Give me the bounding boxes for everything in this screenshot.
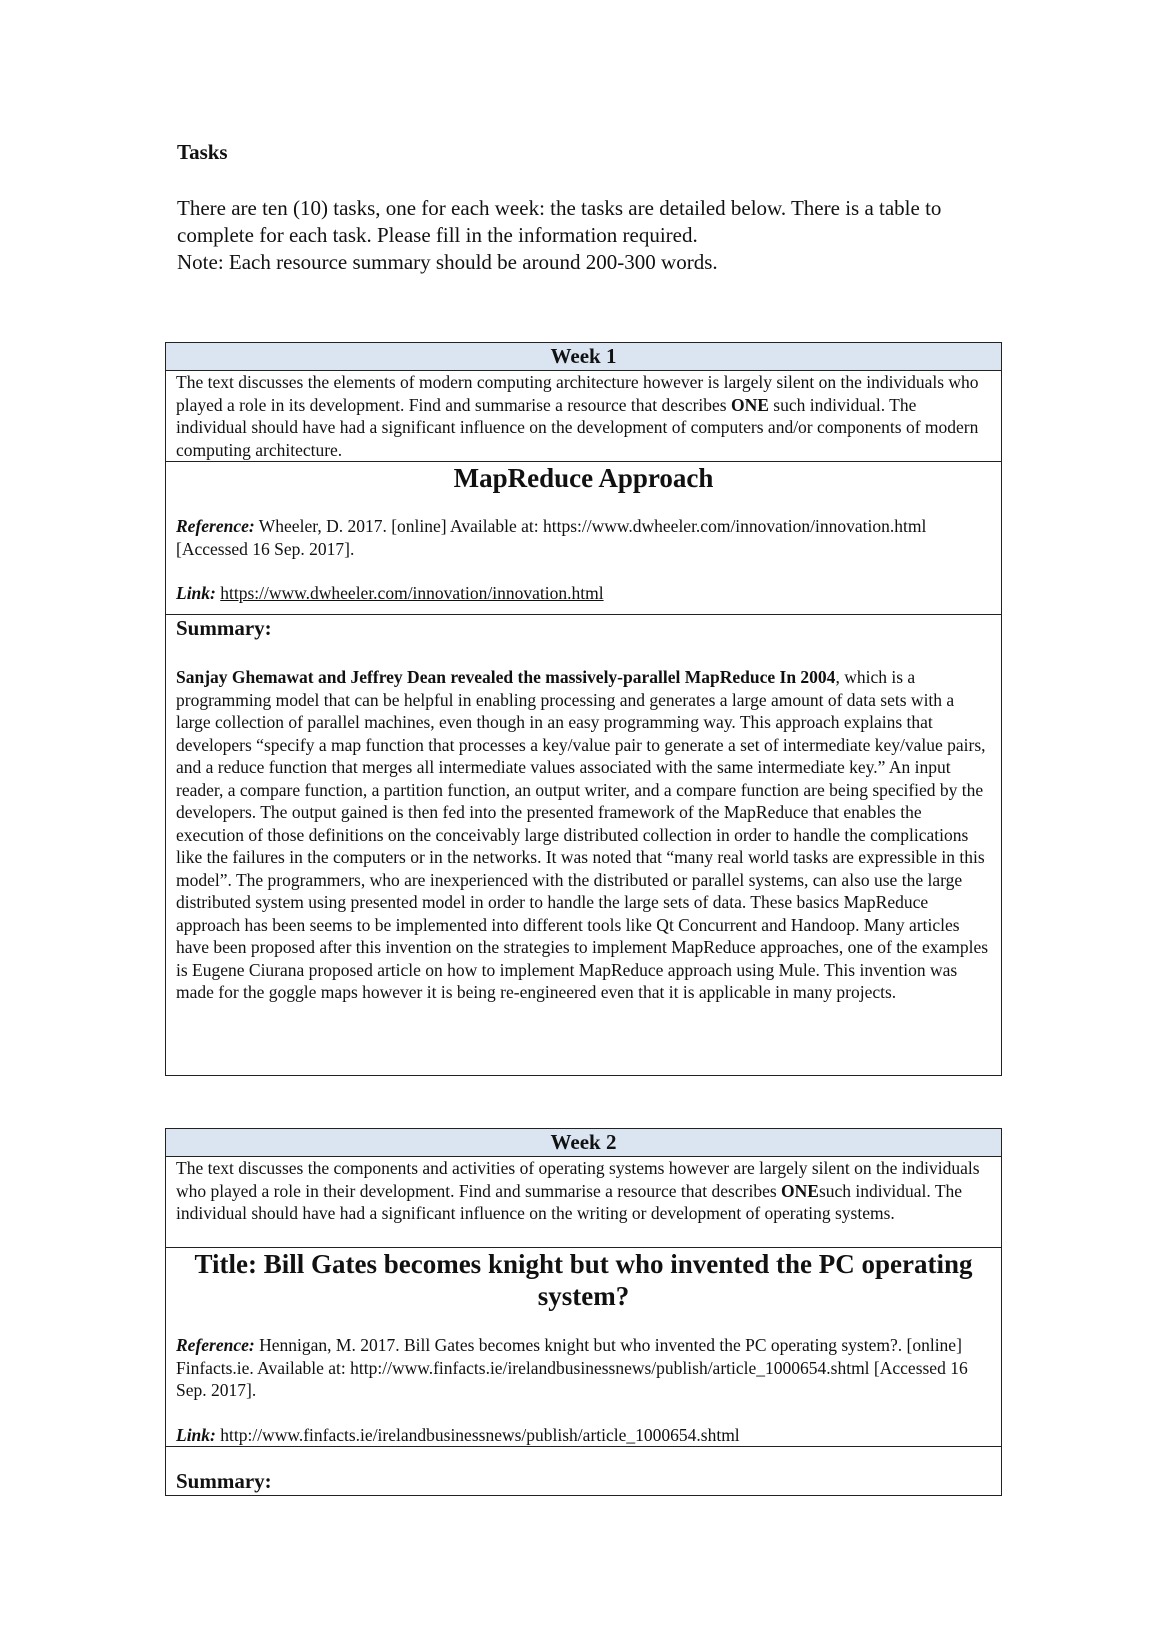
week-1-resource-title: MapReduce Approach [453, 463, 714, 493]
week-2-resource-cell [166, 1248, 1002, 1447]
week-1-header: Week 1 [166, 343, 1002, 371]
intro-line-2: Note: Each resource summary should be around 200-300 words. [177, 250, 718, 274]
week-2-summary-cell [166, 1447, 1002, 1496]
week-1-table [165, 342, 1002, 1076]
week-1-resource-link[interactable]: https://www.dwheeler.com/innovation/innovation.html [220, 583, 604, 603]
week-1-summary-cell [166, 615, 1002, 1076]
week-1-reference: Reference: Wheeler, D. 2017. [online] Available at: https://www.dwheeler.com/innovation/innovation.html [Accessed 16 Sep. 2017]. [176, 516, 927, 559]
tasks-heading: Tasks [177, 140, 228, 164]
week-1-task-description: The text discusses the elements of modern computing architecture however is largely silent on the individuals who played a role in its development. Find and summarise a resource that describes ONE such individual. The individual should have had a significant influence on the development of computers and/or components of modern computing architecture. [166, 371, 1002, 462]
week-2-summary-label: Summary: [176, 1469, 272, 1493]
week-1-summary-label: Summary: [176, 616, 272, 640]
week-1-resource-cell [166, 462, 1002, 615]
intro-line-1: There are ten (10) tasks, one for each week: the tasks are detailed below. There is a table to complete for each task. Please fill in the information required. [177, 196, 942, 247]
intro-text [177, 195, 997, 276]
week-2-header: Week 2 [166, 1129, 1002, 1157]
week-1-summary-text: Sanjay Ghemawat and Jeffrey Dean revealed the massively-parallel MapReduce In 2004, which is a programming model that can be helpful in enabling processing and generates a large amount of data sets with a large collection of parallel machines, even though in an easy programming way. This approach explains that developers “specify a map function that processes a key/value pair to generate a set of intermediate key/value pairs, and a reduce function that merges all intermediate values associated with the same intermediate key.” An input reader, a compare function, a partition function, an output writer, and a compare function are being specified by the developers. The output gained is then fed into the presented framework of the MapReduce that enables the execution of those definitions on the conceivably large distributed collection in order to handle the complications like the failures in the computers or in the networks. It was noted that “many real world tasks are expressible in this model”. The programmers, who are inexperienced with the distributed or parallel systems, can also use the large distributed system using presented model in order to handle the large sets of data. These basics MapReduce approach has been seems to be implemented into different tools like Qt Concurrent and Handoop. Many articles have been proposed after this invention on the strategies to implement MapReduce approaches, one of the examples is Eugene Ciurana proposed article on how to implement MapReduce approach using Mule. This invention was made for the goggle maps however it is being re-engineered even that it is applicable in many projects. [176, 667, 989, 1002]
week-2-resource-link[interactable]: http://www.finfacts.ie/irelandbusinessnews/publish/article_1000654.shtml [220, 1424, 740, 1445]
week-1-link-row: Link: https://www.dwheeler.com/innovation/innovation.html [176, 583, 604, 603]
week-2-reference: Reference: Hennigan, M. 2017. Bill Gates becomes knight but who invented the PC operating system?. [online] Finfacts.ie. Available at: http://www.finfacts.ie/irelandbusinessnews/publish/article_1000654.shtml [Accessed 16 Sep. 2017]. [176, 1335, 968, 1400]
week-2-resource-title: Title: Bill Gates becomes knight but who invented the PC operating system? [194, 1249, 973, 1311]
week-2-link-row: Link: http://www.finfacts.ie/irelandbusinessnews/publish/article_1000654.shtml [176, 1424, 740, 1445]
week-2-table [165, 1128, 1002, 1496]
week-2-task-description: The text discusses the components and activities of operating systems however are largely silent on the individuals who played a role in their development. Find and summarise a resource that describes ONEsuch individual. The individual should have had a significant influence on the writing or development of operating systems. [166, 1157, 1002, 1248]
